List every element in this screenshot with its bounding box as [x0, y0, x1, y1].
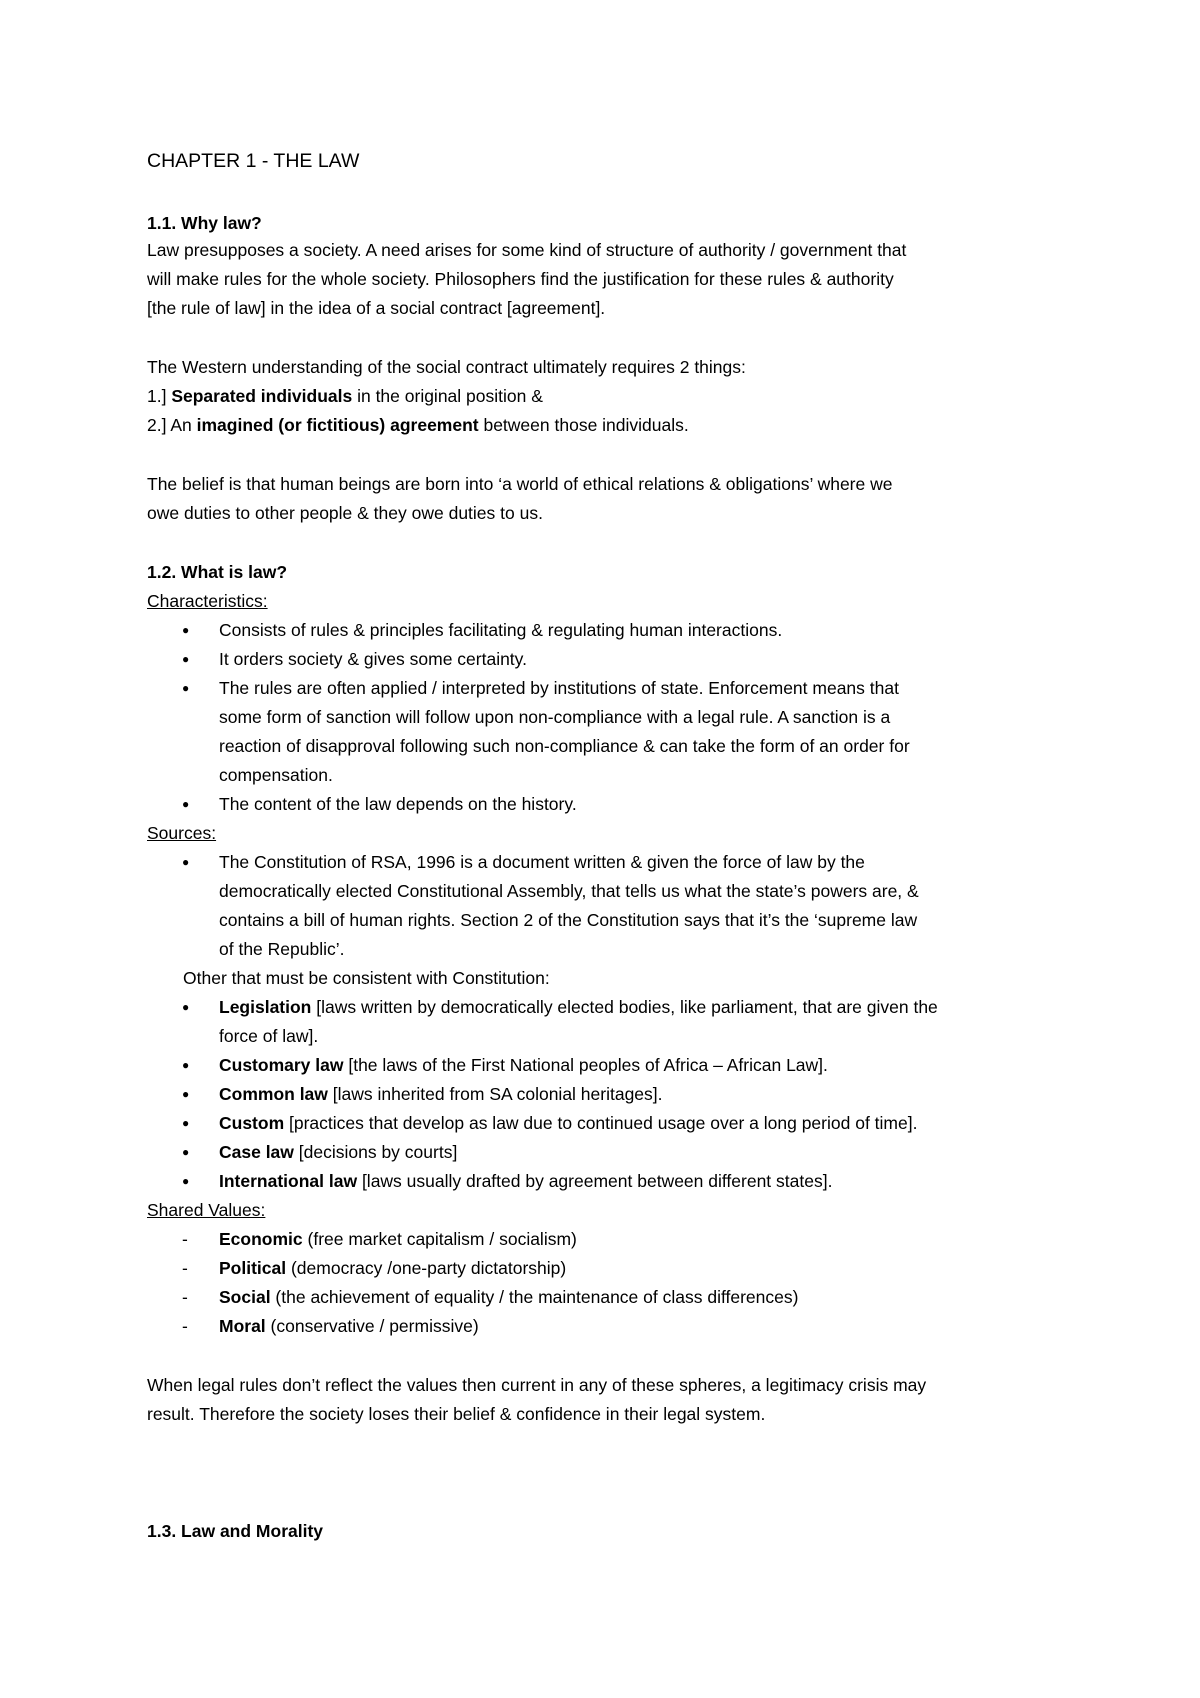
- list-item: Consists of rules & principles facilitating & regulating human interactions.: [219, 620, 783, 640]
- list-item: Moral (conservative / permissive): [219, 1316, 479, 1336]
- shared-values-label: Shared Values:: [147, 1200, 266, 1220]
- bullet-icon: ●: [182, 1087, 190, 1101]
- list-item-continuation: of the Republic’.: [219, 939, 345, 959]
- bullet-icon: ●: [182, 1145, 190, 1159]
- list-item: International law [laws usually drafted by agreement between different states].: [219, 1171, 833, 1191]
- section-1-1-heading: 1.1. Why law?: [147, 213, 262, 233]
- list-item: Political (democracy /one-party dictatorship): [219, 1258, 567, 1278]
- bullet-icon: ●: [182, 1058, 190, 1072]
- bullet-icon: ●: [182, 1174, 190, 1188]
- bullet-icon: ●: [182, 855, 190, 869]
- list-item: Legislation [laws written by democratically elected bodies, like parliament, that are given the: [219, 997, 938, 1017]
- list-item: It orders society & gives some certainty.: [219, 649, 527, 669]
- numbered-item-2: 2.] An imagined (or fictitious) agreement between those individuals.: [147, 415, 689, 435]
- paragraph-line: The Western understanding of the social contract ultimately requires 2 things:: [147, 357, 746, 377]
- paragraph-line: result. Therefore the society loses their belief & confidence in their legal system.: [147, 1404, 766, 1424]
- list-item-continuation: compensation.: [219, 765, 333, 785]
- bullet-icon: ●: [182, 1116, 190, 1130]
- list-item-continuation: democratically elected Constitutional Assembly, that tells us what the state’s powers are, &: [219, 881, 919, 901]
- bullet-icon: ●: [182, 797, 190, 811]
- dash-icon: -: [182, 1258, 188, 1278]
- list-item-continuation: some form of sanction will follow upon non-compliance with a legal rule. A sanction is a: [219, 707, 891, 727]
- bullet-icon: ●: [182, 623, 190, 637]
- paragraph-line: The belief is that human beings are born into ‘a world of ethical relations & obligations’ where we: [147, 474, 893, 494]
- numbered-item-1: 1.] Separated individuals in the original position &: [147, 386, 543, 406]
- other-sources-line: Other that must be consistent with Constitution:: [183, 968, 550, 988]
- bullet-icon: ●: [182, 1000, 190, 1014]
- list-item-continuation: force of law].: [219, 1026, 319, 1046]
- list-item: Custom [practices that develop as law due to continued usage over a long period of time].: [219, 1113, 918, 1133]
- dash-icon: -: [182, 1316, 188, 1336]
- paragraph-line: will make rules for the whole society. Philosophers find the justification for these rules & authority: [147, 269, 894, 289]
- bullet-icon: ●: [182, 681, 190, 695]
- list-item: The rules are often applied / interpreted by institutions of state. Enforcement means that: [219, 678, 899, 698]
- list-item: Case law [decisions by courts]: [219, 1142, 458, 1162]
- section-1-2-heading: 1.2. What is law?: [147, 562, 288, 582]
- dash-icon: -: [182, 1229, 188, 1249]
- paragraph-line: When legal rules don’t reflect the values then current in any of these spheres, a legitimacy crisis may: [147, 1375, 927, 1395]
- paragraph-line: Law presupposes a society. A need arises for some kind of structure of authority / government that: [147, 240, 907, 260]
- list-item: Customary law [the laws of the First National peoples of Africa – African Law].: [219, 1055, 828, 1075]
- list-item: The content of the law depends on the history.: [219, 794, 577, 814]
- list-item: Social (the achievement of equality / the maintenance of class differences): [219, 1287, 799, 1307]
- list-item-continuation: reaction of disapproval following such non-compliance & can take the form of an order for: [219, 736, 910, 756]
- characteristics-label: Characteristics:: [147, 591, 268, 611]
- paragraph-line: [the rule of law] in the idea of a social contract [agreement].: [147, 298, 606, 318]
- section-1-3-heading: 1.3. Law and Morality: [147, 1521, 324, 1541]
- paragraph-line: owe duties to other people & they owe duties to us.: [147, 503, 543, 523]
- chapter-title: CHAPTER 1 - THE LAW: [147, 150, 360, 172]
- list-item-continuation: contains a bill of human rights. Section 2 of the Constitution says that it’s the ‘supreme law: [219, 910, 918, 930]
- sources-label: Sources:: [147, 823, 217, 843]
- bullet-icon: ●: [182, 652, 190, 666]
- dash-icon: -: [182, 1287, 188, 1307]
- list-item: Common law [laws inherited from SA colonial heritages].: [219, 1084, 663, 1104]
- list-item: Economic (free market capitalism / socialism): [219, 1229, 577, 1249]
- list-item: The Constitution of RSA, 1996 is a document written & given the force of law by the: [219, 852, 865, 872]
